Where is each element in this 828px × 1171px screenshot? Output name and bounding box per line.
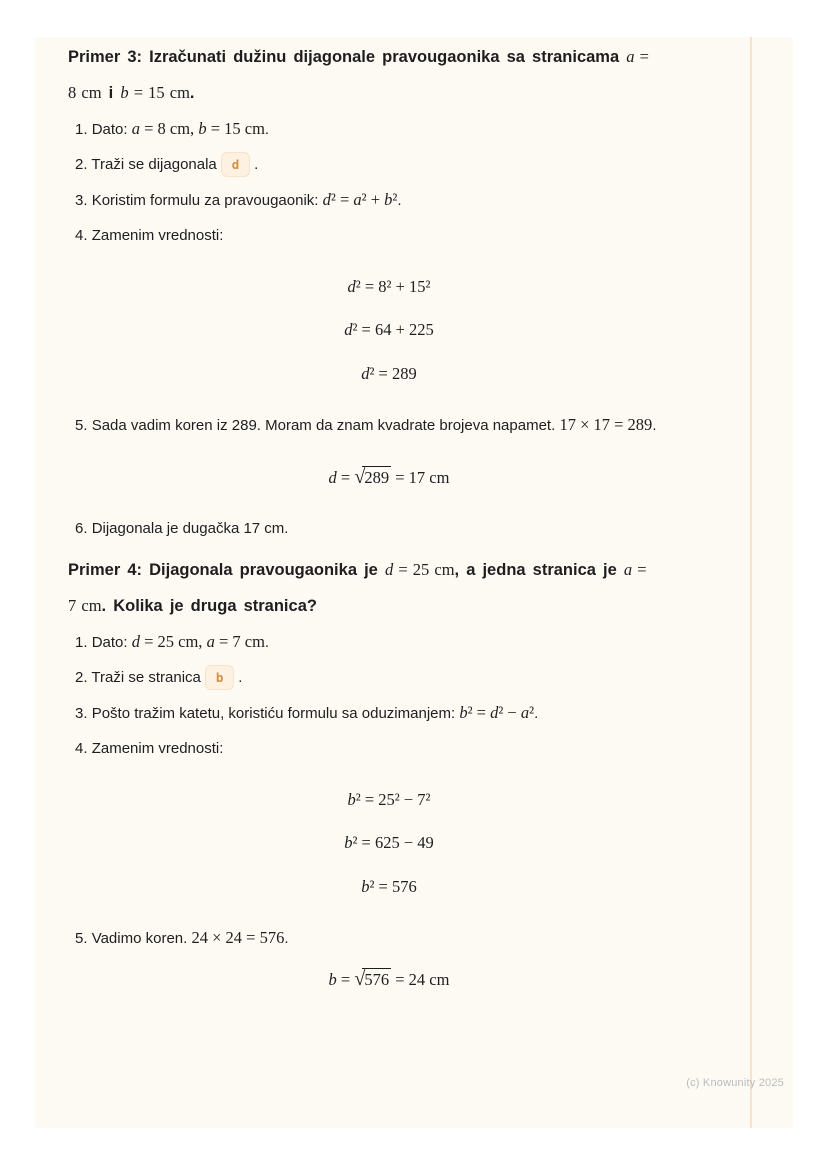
formula-pre: d = xyxy=(328,467,351,487)
heading-text: , a jedna stranica je xyxy=(454,561,617,579)
step-text: . xyxy=(397,192,402,209)
formula-line: d² = 64 + 225 xyxy=(344,320,434,339)
step-item xyxy=(68,407,710,443)
step-text: . xyxy=(254,156,259,173)
step-number: 2. xyxy=(75,156,88,173)
sqrt-argument: 576 xyxy=(364,970,390,989)
example-3-heading xyxy=(68,39,710,111)
step-number: 1. xyxy=(75,634,88,651)
step-number: 3. xyxy=(75,705,88,722)
document-content xyxy=(35,37,793,990)
step-text: Dato: xyxy=(91,121,128,138)
variable-badge-b: b xyxy=(205,665,234,690)
formula-line: b² = 625 − 49 xyxy=(344,833,434,852)
step-item xyxy=(68,147,710,182)
step-number: 4. xyxy=(75,740,88,757)
step-text: . xyxy=(264,634,270,651)
step-number: 5. xyxy=(75,417,88,434)
step-number: 5. xyxy=(75,930,88,947)
step-text: Sada vadim koren iz 289. Moram da znam kvadrate brojeva napamet. xyxy=(91,417,556,434)
step-text: Pošto tražim katetu, koristiću formulu sa oduzimanjem: xyxy=(91,705,456,722)
step-text: Dijagonala je dugačka 17 cm. xyxy=(91,520,289,537)
step-item xyxy=(68,511,710,546)
heading-math: a = xyxy=(623,560,647,579)
radical-sign-icon: √ xyxy=(354,465,365,488)
step-text: Dato: xyxy=(91,634,128,651)
step-item xyxy=(68,111,710,147)
heading-text: . xyxy=(189,84,195,102)
formula-line-sqrt xyxy=(68,969,710,990)
step-text: . xyxy=(238,669,243,686)
step-text: Vadimo koren. xyxy=(91,930,188,947)
step-item xyxy=(68,218,710,253)
step-number: 3. xyxy=(75,192,88,209)
step-text: . xyxy=(534,705,539,722)
formula-line: d² = 8² + 15² xyxy=(347,276,431,296)
formula-line: b² = 576 xyxy=(361,876,417,896)
step-item xyxy=(68,182,710,218)
step-number: 6. xyxy=(75,520,88,537)
step-number: 1. xyxy=(75,121,88,138)
step-math: b² = d² − a² xyxy=(459,703,535,722)
heading-math: a = xyxy=(626,47,649,66)
square-root xyxy=(354,970,391,989)
step-math: 24 × 24 = 576 xyxy=(191,928,285,947)
step-text: . xyxy=(652,417,657,434)
step-text: . xyxy=(264,121,270,138)
step-item xyxy=(68,731,710,766)
step-math: d = 25 cm, a = 7 cm xyxy=(131,632,265,651)
step-item xyxy=(68,920,710,956)
heading-text: Primer 4: Dijagonala pravougaonika je xyxy=(68,561,378,579)
step-math: d² = a² + b² xyxy=(322,190,398,209)
heading-text: i xyxy=(108,84,114,102)
formula-line: b² = 25² − 7² xyxy=(347,789,431,809)
radical-sign-icon: √ xyxy=(354,968,365,990)
step-number: 4. xyxy=(75,227,88,244)
heading-text: . Kolika je druga stranica? xyxy=(101,597,317,615)
step-number: 2. xyxy=(75,669,88,686)
formula-line-sqrt xyxy=(68,467,710,488)
formula-line: d² = 289 xyxy=(361,363,417,383)
heading-math: 7 cm xyxy=(68,596,102,615)
heading-math: b = 15 cm xyxy=(120,83,190,102)
step-text: Koristim formulu za pravougaonik: xyxy=(91,192,319,209)
variable-badge-d: d xyxy=(221,152,250,177)
step-item xyxy=(68,624,710,660)
step-text: Traži se stranica xyxy=(91,669,201,686)
step-math: a = 8 cm, b = 15 cm xyxy=(131,119,265,138)
watermark: (c) Knowunity 2025 xyxy=(686,1077,784,1089)
document-page xyxy=(35,37,793,1128)
step-text: Zamenim vrednosti: xyxy=(91,740,224,757)
step-text: Traži se dijagonala xyxy=(91,156,217,173)
step-math: 17 × 17 = 289 xyxy=(559,415,653,434)
step-item xyxy=(68,695,710,731)
heading-text: Primer 3: Izračunati dužinu dijagonale pravougaonika sa stranicama xyxy=(68,48,620,66)
formula-post: = 17 cm xyxy=(395,467,450,487)
step-text: Zamenim vrednosti: xyxy=(91,227,224,244)
heading-math: d = 25 cm xyxy=(384,560,455,579)
formula-pre: b = xyxy=(328,970,351,989)
heading-math: 8 cm xyxy=(68,83,102,102)
step-text: . xyxy=(284,930,289,947)
sqrt-argument: 289 xyxy=(364,467,390,487)
square-root xyxy=(354,465,391,488)
step-item xyxy=(68,660,710,695)
formula-post: = 24 cm xyxy=(395,970,450,989)
example-4-heading xyxy=(68,552,710,624)
